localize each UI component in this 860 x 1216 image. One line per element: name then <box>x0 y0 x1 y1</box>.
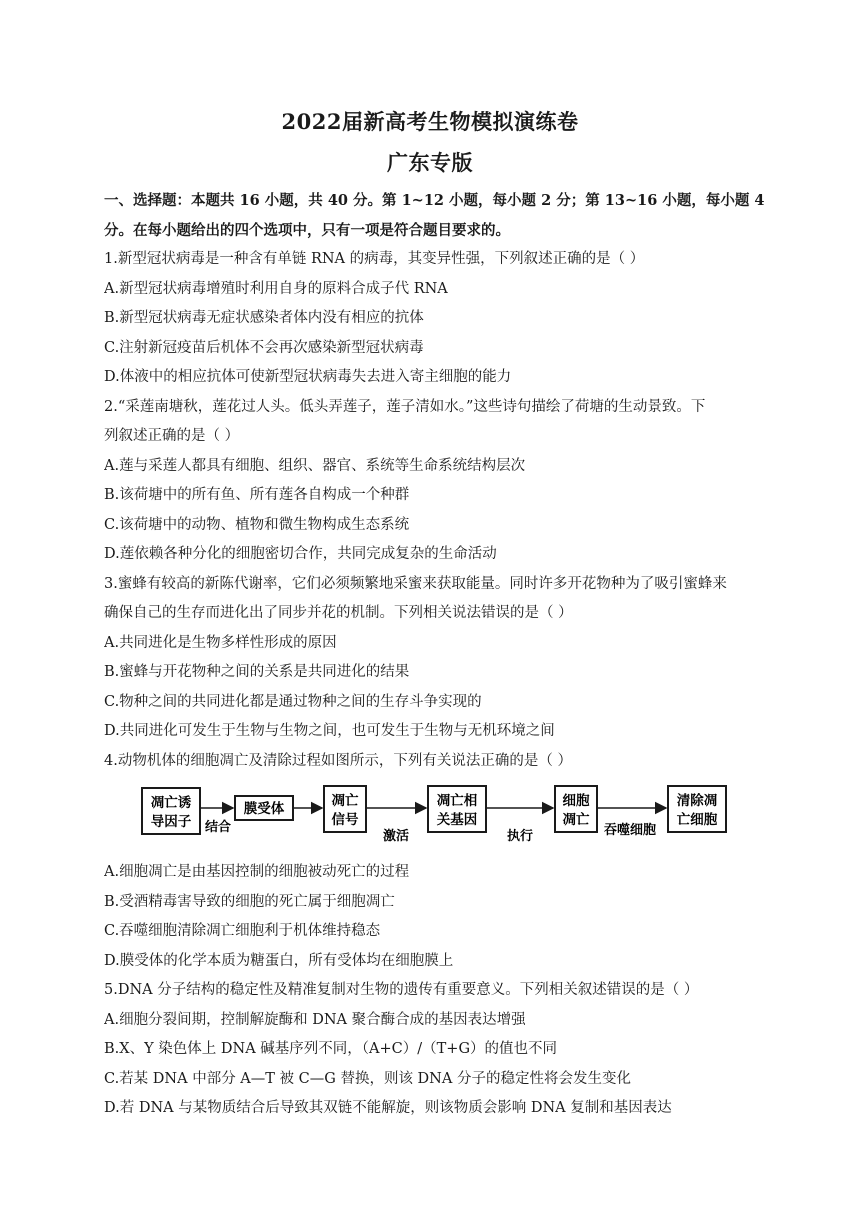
q1-option-b: B.新型冠状病毒无症状感染者体内没有相应的抗体 <box>104 310 424 326</box>
diagram-label-execute: 执行 <box>506 829 534 844</box>
q5-option-c: C.若某 DNA 中部分 A—T 被 C—G 替换，则该 DNA 分子的稳定性将会发生变化 <box>104 1070 631 1087</box>
diagram-label-phagocyte: 吞噬细胞 <box>603 823 657 838</box>
diagram-box-receptor-line1: 膜受体 <box>243 801 285 817</box>
q4-option-d: D.膜受体的化学本质为糖蛋白，所有受体均在细胞膜上 <box>104 952 454 969</box>
diagram-box-apoptosis-line1: 细胞 <box>562 793 590 809</box>
diagram-box-clearance <box>668 786 726 832</box>
q3-option-c: C.物种之间的共同进化都是通过物种之间的生存斗争实现的 <box>104 693 482 710</box>
q5-option-b: B.X、Y 染色体上 DNA 碱基序列不同，（A+C）/（T+G）的值也不同 <box>104 1041 558 1057</box>
q2-stem-line2: 列叙述正确的是（ ） <box>104 428 240 444</box>
q1-stem: 1.新型冠状病毒是一种含有单链 RNA 的病毒，其变异性强，下列叙述正确的是（ ） <box>104 251 645 267</box>
diagram-box-receptor <box>235 796 293 820</box>
q2-option-c: C.该荷塘中的动物、植物和微生物构成生态系统 <box>104 516 410 533</box>
diagram-box-apoptosis <box>555 786 597 832</box>
section-instructions-line1: 一、选择题：本题共 16 小题，共 40 分。第 1~12 小题，每小题 2 分；第 13~16 小题，每小题 4 <box>104 192 764 209</box>
diagram-box-signal-line1: 凋亡 <box>331 793 359 809</box>
page-subtitle: 广东专版 <box>387 150 473 175</box>
diagram-box-genes-line1: 凋亡相 <box>436 793 478 809</box>
q3-option-b: B.蜜蜂与开花物种之间的关系是共同进化的结果 <box>104 664 410 680</box>
q5-option-a: A.细胞分裂间期，控制解旋酶和 DNA 聚合酶合成的基因表达增强 <box>104 1011 526 1028</box>
diagram-box-signal-line2: 信号 <box>331 812 359 828</box>
diagram-box-genes <box>428 786 486 832</box>
diagram-box-clearance-line2: 亡细胞 <box>676 812 718 828</box>
page-title: 2022届新高考生物模拟演练卷 <box>281 109 579 134</box>
flow-diagram-svg <box>140 782 730 852</box>
q4-option-c: C.吞噬细胞清除凋亡细胞利于机体维持稳态 <box>104 923 381 939</box>
diagram-box-clearance-line1: 清除凋 <box>676 793 718 809</box>
question-body <box>104 186 764 1124</box>
q1-option-d: D.体液中的相应抗体可使新型冠状病毒失去进入寄主细胞的能力 <box>104 369 512 385</box>
q1-option-c: C.注射新冠疫苗后机体不会再次感染新型冠状病毒 <box>104 339 424 356</box>
q1-option-a: A.新型冠状病毒增殖时利用自身的原料合成子代 RNA <box>104 280 448 297</box>
q4-option-b: B.受酒精毒害导致的细胞的死亡属于细胞凋亡 <box>104 893 395 910</box>
q3-option-a: A.共同进化是生物多样性形成的原因 <box>104 634 337 651</box>
q2-option-b: B.该荷塘中的所有鱼、所有莲各自构成一个种群 <box>104 487 410 503</box>
diagram-box-genes-line2: 关基因 <box>436 812 478 828</box>
q2-option-a: A.莲与采莲人都具有细胞、组织、器官、系统等生命系统结构层次 <box>104 457 526 474</box>
q3-stem-line2: 确保自己的生存而进化出了同步并花的机制。下列相关说法错误的是（ ） <box>104 605 573 621</box>
diagram-box-apoptosis-line2: 凋亡 <box>562 812 590 828</box>
diagram-box-inducer-line2: 导因子 <box>150 814 192 830</box>
diagram-box-inducer-line1: 凋亡诱 <box>150 795 192 811</box>
q4-option-a: A.细胞凋亡是由基因控制的细胞被动死亡的过程 <box>104 864 410 880</box>
section-instructions-line2: 分。在每小题给出的四个选项中，只有一项是符合题目要求的。 <box>104 221 510 239</box>
q3-option-d: D.共同进化可发生于生物与生物之间，也可发生于生物与无机环境之间 <box>104 723 555 739</box>
apoptosis-flow-diagram <box>104 776 764 858</box>
q5-option-d: D.若 DNA 与某物质结合后导致其双链不能解旋，则该物质会影响 DNA 复制和基因表达 <box>104 1100 672 1116</box>
diagram-box-inducer <box>142 788 200 834</box>
q5-stem: 5.DNA 分子结构的稳定性及精准复制对生物的遗传有重要意义。下列相关叙述错误的是（ ） <box>104 982 699 998</box>
q3-stem-line1: 3.蜜蜂有较高的新陈代谢率，它们必须频繁地采蜜来获取能量。同时许多开花物种为了吸引蜜蜂来 <box>104 575 727 592</box>
q4-stem: 4.动物机体的细胞凋亡及清除过程如图所示，下列有关说法正确的是（ ） <box>104 752 572 769</box>
q2-option-d: D.莲依赖各种分化的细胞密切合作，共同完成复杂的生命活动 <box>104 546 497 562</box>
diagram-box-signal <box>324 786 366 832</box>
diagram-label-bind: 结合 <box>204 820 232 835</box>
q2-stem-line1: 2.“采莲南塘秋，莲花过人头。低头弄莲子，莲子清如水。”这些诗句描绘了荷塘的生动景致。下 <box>104 398 706 415</box>
diagram-label-activate: 激活 <box>382 829 410 844</box>
